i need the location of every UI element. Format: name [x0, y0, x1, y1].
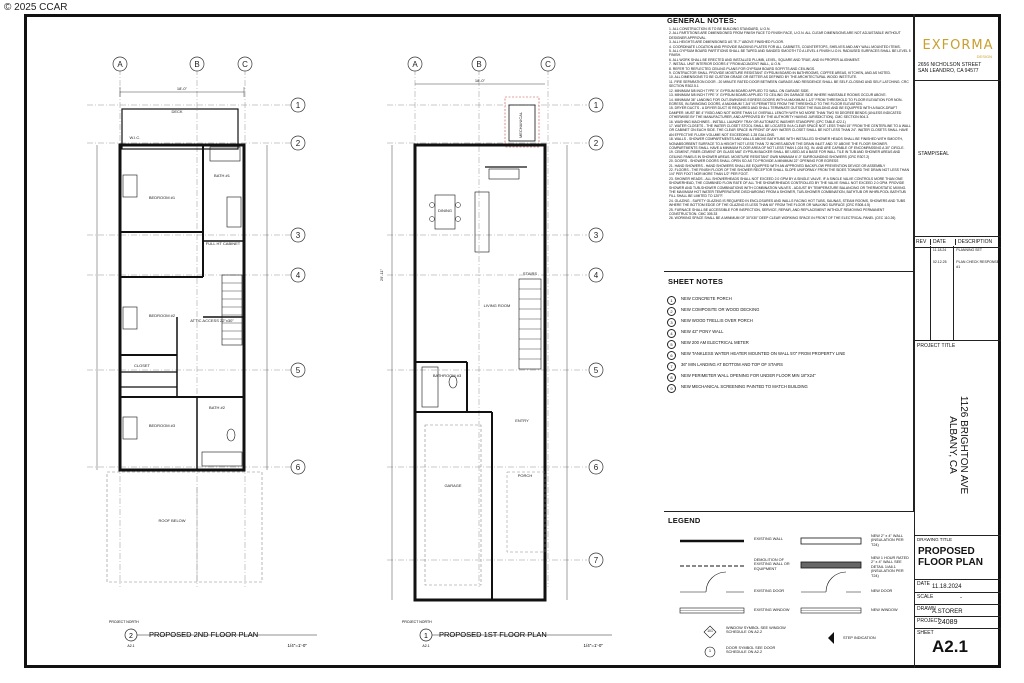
- project-no-value: 24089: [938, 619, 958, 626]
- plan-title-1st: [402, 620, 612, 648]
- legend-door-tag: 1: [708, 648, 712, 653]
- plan-title-2nd: [109, 620, 317, 648]
- project-no-label: PROJECT: [917, 618, 941, 624]
- sheet-note-item: [667, 340, 913, 351]
- sheet-note-item: [667, 318, 913, 329]
- grid-row-label: 7: [593, 556, 599, 565]
- plan-tag-1st: 1: [424, 633, 428, 640]
- plan-title-2nd-text: PROPOSED 2ND FLOOR PLAN: [149, 630, 259, 639]
- room-label-dining: DINING: [438, 208, 452, 213]
- sheet-note-item: [667, 384, 913, 395]
- legend-new-door: NEW DOOR: [871, 589, 893, 593]
- rev-col-divider: [953, 246, 954, 341]
- general-note-item: 6. ALL WORK SHALL BE ERECTED AND INSTALLED PLUMB, LEVEL, SQUARE AND TRUE, AND IN PROPER ALIGNMENT.: [669, 57, 861, 62]
- legend-window-symbol: WINDOW SYMBOL SEE WINDOW SCHEDULE ON A2.2: [726, 626, 786, 635]
- sheet-note-number: 4: [667, 329, 676, 338]
- room-label-bathroom3: BATHROOM #3: [432, 373, 462, 378]
- project-north-label: PROJECT NORTH: [402, 620, 432, 624]
- room-label-deck: DECK: [171, 109, 183, 114]
- sheet-note-number: 6: [667, 351, 676, 360]
- general-note-item: 24. GLAZING - SAFETY GLAZING IS REQUIRED IN ENCLOSURES AND WALLS FACING HOT TUBS, SAUNAS, STEAM ROOMS, SHOWERS AND TUBS WHERE THE BOTTOM EDGE OF THE GLAZING IS LESS THAN 60" FROM THE FLOOR OR WALKING SURFACE (CRC R308.4.5): [669, 198, 906, 208]
- general-note-item: 11. FIRE SEPARATION DOOR - 20 MINUTE RATED DOOR BETWEEN GARAGE AND RESIDENCE SHALL BE SELF-CLOSING AND SELF-LATCHING. CRC SECTION R302.5.1: [669, 79, 909, 89]
- general-note-item: 3. ALL HEIGHTS ARE DIMENSIONED AS "8'-7" ABOVE FINISHED FLOOR.: [669, 40, 785, 45]
- room-label-living: LIVING ROOM: [483, 303, 511, 308]
- revision-cell: 02.12.25: [932, 260, 947, 264]
- general-note-item: 22. FLOORS - THE FINISH FLOOR OF THE SHOWER RECEPTOR SHALL SLOPE UNIFORMLY FROM THE SIDES TOWARD THE DRAIN NOT LESS THAN 1/4" PER FOOT NOR MORE THAN 1/2" PER FOOT.: [669, 168, 910, 177]
- grid-row-label: 2: [593, 139, 599, 148]
- grid-row-label: 1: [295, 101, 301, 110]
- general-note-item: 14. MINIMUM 36" LANDING FOR OUT-SWINGING EGRESS DOORS WITH A MAXIMUM 1-1/2" FROM THRESHOLD TO FLOOR ELEVATION FOR NON-EGRESS, IN-SWINGING DOORS, A MAXIMUM 7-3/4" IS PERMITTED FROM THE THRESHOLD TO THE FLOOR ELEVATION.: [669, 97, 903, 106]
- dim-top-1st: 18'-0": [474, 78, 486, 83]
- grid-row-label: 2: [295, 139, 301, 148]
- rev-desc-header: DESCRIPTION: [958, 239, 993, 245]
- grid-row-label: 3: [295, 231, 301, 240]
- grid-col-label: B: [476, 60, 482, 69]
- grid-row-label: 4: [295, 271, 301, 280]
- room-label-bedroom2: BEDROOM #2: [148, 313, 176, 318]
- drawing-title: [918, 546, 983, 568]
- room-label-entry: ENTRY: [515, 418, 529, 423]
- revision-row: [914, 248, 1001, 260]
- legend-demolition: DEMOLITION OF EXISTING WALL OR EQUIPMENT: [754, 558, 790, 571]
- divider: [914, 535, 1001, 536]
- sheet-number: A2.1: [932, 637, 968, 656]
- grid-row-label: 5: [295, 366, 301, 375]
- grid-row-label: 6: [593, 463, 599, 472]
- sheet-note-number: 3: [667, 318, 676, 327]
- date-label: DATE: [917, 581, 930, 587]
- drawing-title-line1: PROPOSED: [918, 546, 975, 557]
- sheet-note-item: [667, 296, 913, 307]
- general-note-item: 13. MINIMUM 5/8 INCH TYPE 'X' GYPSUM BOARD APPLIED TO CEILING ON GARAGE SIDE WHERE HABITABLE ROOMS OCCUR ABOVE.: [669, 93, 887, 98]
- legend-existing-wall: EXISTING WALL: [754, 537, 783, 541]
- sheet-note-text: NEW PERIMETER WALL OPENING FOR UNDER FLOOR MIN 18"X24": [681, 373, 816, 378]
- revision-cell: PLAN CHECK RESPONSE #1: [956, 260, 1000, 269]
- general-note-item: 19. CEMENT, FIBER-CEMENT OR GLASS MAT GYPSUM BACKER SHALL BE USED AS A BASE FOR WALL TILE IN TUB AND SHOWER AREAS AND CEILING PANELS IN SHOWER AREAS. MOISTURE RESISTANT GWB MINIMUM 6'-0" SURROUNDING SHOWERS (CRC R307.2): [669, 150, 901, 159]
- drawing-title-label: DRAWING TITLE: [917, 537, 953, 542]
- second-floor-plan: [87, 69, 292, 587]
- revision-row: [914, 260, 1001, 272]
- legend-new-window: NEW WINDOW: [871, 608, 898, 612]
- general-note-item: 8. REFER TO REFLECTED CEILING PLANS FOR GYPSUM BOARD SOFFITS AND CEILINGS.: [669, 66, 816, 71]
- floor-plans-drawing: [27, 17, 665, 665]
- general-note-item: 16. WASHING MACHINES - INSTALL LAUNDRY TRAY OR AUTOMATIC WASHER STANDPIPE (CPC TABLE 422.1): [669, 119, 846, 124]
- legend-title: LEGEND: [668, 516, 701, 525]
- copyright-label: © 2025 CCAR: [4, 2, 68, 13]
- general-note-item: 23. SHOWER HEADS - ALL SHOWERHEADS SHALL NOT EXCEED 2.0 GPM BY A SINGLE VALVE. IF A SINGLE VALVE CONTROLS MORE THAN ONE SHOWERHEAD, THE COMBINED FLOW RATE OF ALL THE SHOWERHEADS CONTROLLED BY THE VALVE SHALL NOT EXCEED 2.0 GPM. PROVIDE SHOWER AND TUB-SHOWER COMBINATIONS WITH COMBINATION VALVES - ADJUST BY TEMPERATURE BALANCING OR THERMOSTATIC MIXING. THE MAXIMUM HOT WATER TEMPERATURE DISCHARGING FROM A SHOWER, TUB-SHOWER COMBINATION, BATHTUB OR WHIRLPOOL BATHTUB FILL SHALL BE LIMITED TO 120°F.: [669, 176, 907, 199]
- sheet-note-text: NEW WOOD TRELLIS OVER PORCH: [681, 318, 753, 323]
- room-label-stairs: STAIRS: [522, 271, 538, 276]
- general-note-item: 10. ALL DIMENSIONS TO BE CUSTOM GRADE OR BETTER AS DEFINED BY THE ARCHITECTURAL WOOD INSTITUTE.: [669, 75, 858, 80]
- drawn-value: A.STORER: [932, 609, 963, 615]
- general-note-item: 21. HAND SHOWERS - HAND SHOWERS SHALL BE EQUIPPED WITH AN APPROVED BACKFLOW PREVENTION DEVICE OR ASSEMBLY: [669, 163, 886, 168]
- grid-col-label: B: [194, 60, 200, 69]
- sheet-note-text: NEW CONCRETE PORCH: [681, 296, 732, 301]
- revision-cell: 11.18.24: [932, 248, 947, 252]
- grid-col-label: A: [117, 60, 123, 69]
- legend-existing-window: EXISTING WINDOW: [754, 608, 790, 612]
- plan-scale-2nd: 1/4"=1'-0": [287, 643, 307, 648]
- sheet-note-number: 2: [667, 307, 676, 316]
- general-notes-title: GENERAL NOTES:: [667, 16, 737, 25]
- plan-tag-2nd: 2: [129, 633, 133, 640]
- sheet-note-text: NEW TANKLESS WATER HEATER MOUNTED ON WALL 5'0" FROM PROPERTY LINE: [681, 351, 846, 356]
- drawn-label: DRAWN: [917, 606, 936, 612]
- label-full-cabinet: FULL HT CABINET: [205, 241, 241, 246]
- firm-address: [918, 62, 998, 74]
- general-note-item: 26. WORKING SPACE SHALL BE A MINIMUM OF 30"X30" DEEP CLEAR WORKING SPACE IN FRONT OF THE ELECTRICAL PANEL (CEC 110.26): [669, 216, 896, 221]
- drawing-title-line2: FLOOR PLAN: [918, 557, 983, 568]
- room-label-bedroom3: BEDROOM #3: [148, 423, 176, 428]
- sheet-note-text: NEW COMPOSITE OR WOOD DECKING: [681, 307, 760, 312]
- grid-row-label: 4: [593, 271, 599, 280]
- room-label-bath2: BATH #2: [209, 405, 225, 410]
- plan-tag-sheet: A2.1: [127, 644, 135, 648]
- firm-address-line1: 2656 NICHOLSON STREET: [918, 62, 982, 68]
- grid-row-label: 1: [593, 101, 599, 110]
- date-value: 11.18.2024: [932, 584, 962, 590]
- revision-cell: PLANNING SET: [956, 248, 982, 252]
- firm-logo: [918, 36, 998, 59]
- legend-window-tag: 101: [707, 629, 713, 633]
- revision-cell: [914, 260, 931, 272]
- first-floor-plan: [387, 69, 587, 600]
- general-note-item: 25. FURNACE SHALL BE ACCESSIBLE FOR INSPECTION, SERVICE, REPAIR, AND REPLACEMENT WITHOUT REMOVING PERMANENT CONSTRUCTION. CMC 305.33: [669, 207, 885, 217]
- room-label-garage: GARAGE: [444, 483, 462, 488]
- general-note-item: 2. ALL PARTITIONS ARE DIMENSIONED FROM FINISH FACE TO FINISH FACE, U.O.N. ALL CLEAR DIMENSIONS ARE NOT ADJUSTABLE WITHOUT DESIGNER APPROVAL.: [669, 31, 901, 40]
- revisions-table: [914, 236, 1001, 341]
- room-label-closet: CLOSET: [133, 363, 151, 368]
- firm-name: EXFORMA: [922, 38, 994, 53]
- stamp-label: STAMP/SEAL: [918, 151, 950, 157]
- sheet-note-item: [667, 307, 913, 318]
- sheet-note-number: 5: [667, 340, 676, 349]
- room-label-bedroom1: BEDROOM #1: [148, 195, 176, 200]
- project-north-label: PROJECT NORTH: [109, 620, 139, 624]
- sheet-notes-title: SHEET NOTES: [668, 277, 724, 286]
- legend-labels: [666, 528, 912, 663]
- divider: [914, 80, 1001, 81]
- rev-date-header: DATE: [931, 239, 956, 245]
- sheet-note-text: NEW 200 AM ELECTRICAL METER: [681, 340, 749, 345]
- title-info: [914, 579, 1001, 661]
- rev-header: REV: [914, 239, 931, 245]
- grid-col-label: C: [545, 60, 551, 69]
- project-city: ALBANY, CA: [947, 416, 958, 474]
- scale-value: -: [960, 595, 962, 601]
- room-label-wic: W.I.C.: [129, 135, 141, 140]
- room-label-mechanical: MECHANICAL: [518, 111, 523, 139]
- sheet-notes-list: [667, 296, 913, 395]
- sheet-note-number: 7: [667, 362, 676, 371]
- legend-new-rated-wall: NEW 1 HOUR RATED 2" x 4" WALL SEE DETAIL 1/A6.1 (INSULATION PER T24): [871, 556, 909, 578]
- general-note-item: 7. INSTALL UNIT INTERIOR DOORS 4" FROM ADJACENT WALL, U.O.N.: [669, 62, 782, 67]
- firm-sub: DESIGN: [976, 54, 992, 59]
- grid-col-label: C: [242, 60, 248, 69]
- general-note-item: 4. COORDINATE LOCATION AND PROVIDE BACKING PLATES FOR ALL CABINETS, COUNTERTOPS, SHELVES AND ANY WALL MOUNTED ITEMS.: [669, 44, 901, 49]
- sheet-label: SHEET: [917, 630, 934, 636]
- legend-door-symbol: DOOR SYMBOL SEE DOOR SCHEDULE ON A2.2: [726, 646, 776, 655]
- label-roof-below: ROOF BELOW: [158, 518, 186, 523]
- sheet-note-text: 36" MIN LANDING AT BOTTOM AND TOP OF STAIRS: [681, 362, 783, 367]
- general-note-item: 9. CONTRACTOR SHALL PROVIDE MOISTURE RESISTANT GYPSUM BOARD IN BATHROOMS, COFFEE AREAS, KITCHEN, AND AS NOTED.: [669, 71, 891, 76]
- dim-overall-1st: 29'-11": [379, 268, 384, 282]
- project-title-label: PROJECT TITLE: [917, 343, 956, 349]
- grid-col-label: A: [412, 60, 418, 69]
- dim-top-2nd: 18'-0": [176, 86, 188, 91]
- sheet-note-number: 8: [667, 373, 676, 382]
- general-note-item: 20. DOORS - SHOWER DOORS SHALL OPEN SO AS TO PROVIDE A MINIMUM 22" OPENING FOR EGRESS: [669, 159, 839, 164]
- grid-row-label: 5: [593, 366, 599, 375]
- legend-new-wall: NEW 2" x 4" WALL (INSULATION PER T24): [871, 534, 904, 547]
- general-note-item: 18. WALLS - SHOWER COMPARTMENTS AND WALLS ABOVE BATHTUBS WITH INSTALLED SHOWER HEADS SHALL BE FINISHED WITH SMOOTH, NONABSORBENT SURFACE TO A HEIGHT NOT LESS THAN 72 INCHES ABOVE THE DRAIN INLET AND 70' ABOVE THE FLOOR SHOWER. COMPARTMENTS SHALL HAVE A MINIMUM FLOOR AREA OF NOT LESS THAN 1,024 SQ. IN. AND ARE CAPABLE OF ENCOMPASSING A 30" CIRCLE.: [669, 137, 905, 150]
- legend-existing-door: EXISTING DOOR: [754, 589, 785, 593]
- general-note-item: 12. MINIMUM 5/8 INCH TYPE 'X' GYPSUM BOARD APPLIED TO WALL ON GARAGE SIDE.: [669, 88, 810, 93]
- general-note-item: 1. ALL CONSTRUCTION IS TO BE BUILDING STANDARD, U.O.N.: [669, 27, 771, 31]
- sheet-note-item: [667, 362, 913, 373]
- sheet-note-number: 9: [667, 384, 676, 393]
- rev-col-divider: [930, 246, 931, 341]
- general-note-item: 15. DRYER DUCTS - A DRYER DUCT IS REQUIRED AND SHALL TERMINATE OUTSIDE THE BUILDING AND BE EQUIPPED WITH A BACK-DRAFT DAMPER. MUST BE 4" RIGID AND NOT MORE THAN 14' OVERALL LENGTH WITH NO MORE THAN TWO 90 DEGREE BENDS (UNLESS INDICATED OTHERWISE BY THE MANUFACTURER, AND APPROVED BY THE AUTHORITY HAVING JURISDICTION). CMC SECTION 504.3.: [669, 106, 902, 120]
- plan-scale-1st: 1/4"=1'-0": [583, 643, 603, 648]
- sheet-note-number: 1: [667, 296, 676, 305]
- sheet-note-text: NEW MECHANICAL SCREENING PAINTED TO MATCH BUILDING: [681, 384, 808, 389]
- project-address: 1126 BRIGHTON AVE: [958, 395, 969, 495]
- legend-step-indication: STEP INDICATION: [843, 636, 876, 640]
- title-block: [914, 14, 1001, 668]
- revision-cell: [914, 248, 931, 260]
- room-label-bath1: BATH #1: [214, 173, 230, 178]
- plan-title-1st-text: PROPOSED 1ST FLOOR PLAN: [439, 630, 547, 639]
- plan-tag-sheet: A2.1: [422, 644, 430, 648]
- general-note-item: 17. WATER CLOSETS - THE WATER CLOSET STOOL SHALL BE LOCATED IN A CLEAR SPACE NOT LESS THAN 15" FROM THE CENTERLINE TO A WALL OR CABINET ON EACH SIDE. THE CLEAR SPACE IN FRONT OF ANY WATER CLOSET SHALL BE NOT LESS THAN 24". WATER CLOSETS SHALL HAVE AN EFFECTIVE FLUSH VOLUME NOT EXCEEDING 1.28 GALLONS.: [669, 123, 911, 137]
- general-notes-list: [667, 27, 913, 221]
- project-address-block: [947, 396, 969, 494]
- sheet-note-item: [667, 351, 913, 362]
- general-note-item: 5. ALL GYPSUM BOARD PARTITIONS SHALL BE TAPED AND SANDED SMOOTH TO A LEVEL 4 FINISH U.O.N. RADIUSED SURFACES SHALL BE LEVEL 5 FINISH.: [669, 49, 911, 58]
- sheet-note-item: [667, 373, 913, 384]
- room-label-porch: PORCH: [517, 473, 533, 478]
- firm-address-line2: SAN LEANDRO, CA 94577: [918, 68, 979, 74]
- label-attic-access: ATTIC ACCESS 22"x30": [190, 318, 234, 323]
- scale-label: SCALE: [917, 594, 934, 600]
- sheet-note-text: NEW 42" PONY WALL: [681, 329, 724, 334]
- grid-row-label: 3: [593, 231, 599, 240]
- grid-row-label: 6: [295, 463, 301, 472]
- sheet-note-item: [667, 329, 913, 340]
